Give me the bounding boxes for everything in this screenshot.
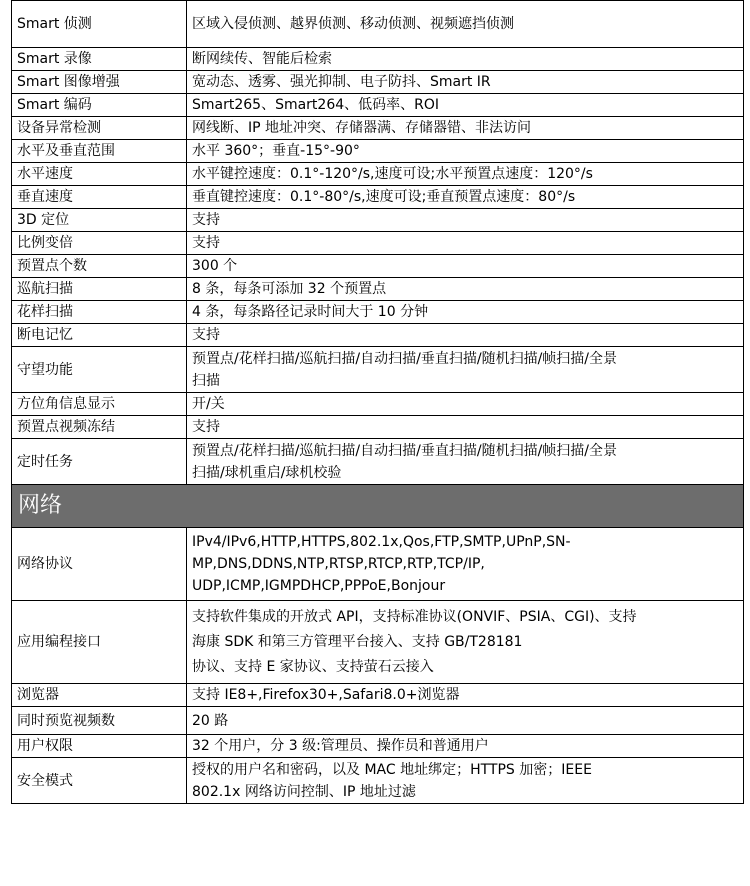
row-label: 水平及垂直范围 [12,140,187,163]
row-value: 开/关 [187,393,744,416]
table-row [12,528,744,601]
section-header-row [12,485,744,528]
table-row [12,48,744,71]
table-row [12,416,744,439]
row-label: 定时任务 [12,439,187,485]
table-row [12,209,744,232]
table-row [12,301,744,324]
row-value: 20 路 [187,707,744,735]
row-label: Smart 图像增强 [12,71,187,94]
row-label: 网络协议 [12,528,187,601]
row-label: 3D 定位 [12,209,187,232]
row-label: Smart 录像 [12,48,187,71]
table-row [12,735,744,758]
row-value: 支持 [187,416,744,439]
table-row [12,684,744,707]
table-row [12,1,744,48]
row-label: 用户权限 [12,735,187,758]
row-value: 支持 [187,232,744,255]
row-value: 支持 [187,209,744,232]
row-value: 垂直键控速度：0.1°-80°/s,速度可设;垂直预置点速度：80°/s [187,186,744,209]
row-value: 授权的用户名和密码，以及 MAC 地址绑定；HTTPS 加密；IEEE 802.1x 网络访问控制、IP 地址过滤 [187,758,744,804]
table-row [12,707,744,735]
row-label: 水平速度 [12,163,187,186]
row-value: 区域入侵侦测、越界侦测、移动侦测、视频遮挡侦测 [187,1,744,48]
row-label: 比例变倍 [12,232,187,255]
row-value: 预置点/花样扫描/巡航扫描/自动扫描/垂直扫描/随机扫描/帧扫描/全景 扫描 [187,347,744,393]
table-row [12,324,744,347]
row-value: 300 个 [187,255,744,278]
table-row [12,278,744,301]
row-label: 安全模式 [12,758,187,804]
row-value: 网线断、IP 地址冲突、存储器满、存储器错、非法访问 [187,117,744,140]
row-value: 水平 360°；垂直-15°-90° [187,140,744,163]
row-label: Smart 侦测 [12,1,187,48]
row-value: 宽动态、透雾、强光抑制、电子防抖、Smart IR [187,71,744,94]
row-label: 同时预览视频数 [12,707,187,735]
row-value: 支持 IE8+,Firefox30+,Safari8.0+浏览器 [187,684,744,707]
table-row [12,140,744,163]
row-label: 预置点视频冻结 [12,416,187,439]
table-row [12,186,744,209]
row-value: Smart265、Smart264、低码率、ROI [187,94,744,117]
table-row [12,232,744,255]
row-label: 花样扫描 [12,301,187,324]
row-value: IPv4/IPv6,HTTP,HTTPS,802.1x,Qos,FTP,SMTP,UPnP,SN- MP,DNS,DDNS,NTP,RTSP,RTCP,RTP,TCP/IP, UDP,ICMP,IGMPDHCP,PPPoE,Bonjour [187,528,744,601]
row-value: 支持软件集成的开放式 API，支持标准协议(ONVIF、PSIA、CGI)、支持 海康 SDK 和第三方管理平台接入、支持 GB/T28181 协议、支持 E 家协议、支持萤石云接入 [187,601,744,684]
row-value: 支持 [187,324,744,347]
spec-table [11,0,744,804]
table-row [12,94,744,117]
table-row [12,347,744,393]
table-row [12,601,744,684]
row-label: 断电记忆 [12,324,187,347]
section-title: 网络 [12,485,744,528]
row-label: 守望功能 [12,347,187,393]
row-value: 32 个用户，分 3 级:管理员、操作员和普通用户 [187,735,744,758]
table-row [12,439,744,485]
table-row [12,117,744,140]
table-row [12,71,744,94]
table-row [12,163,744,186]
row-value: 水平键控速度：0.1°-120°/s,速度可设;水平预置点速度：120°/s [187,163,744,186]
table-row [12,393,744,416]
row-label: 垂直速度 [12,186,187,209]
row-value: 预置点/花样扫描/巡航扫描/自动扫描/垂直扫描/随机扫描/帧扫描/全景 扫描/球机重启/球机校验 [187,439,744,485]
table-row [12,758,744,804]
row-value: 断网续传、智能后检索 [187,48,744,71]
row-label: 应用编程接口 [12,601,187,684]
row-label: Smart 编码 [12,94,187,117]
table-row [12,255,744,278]
row-label: 巡航扫描 [12,278,187,301]
row-label: 预置点个数 [12,255,187,278]
row-label: 设备异常检测 [12,117,187,140]
row-label: 方位角信息显示 [12,393,187,416]
row-value: 4 条，每条路径记录时间大于 10 分钟 [187,301,744,324]
row-value: 8 条，每条可添加 32 个预置点 [187,278,744,301]
row-label: 浏览器 [12,684,187,707]
